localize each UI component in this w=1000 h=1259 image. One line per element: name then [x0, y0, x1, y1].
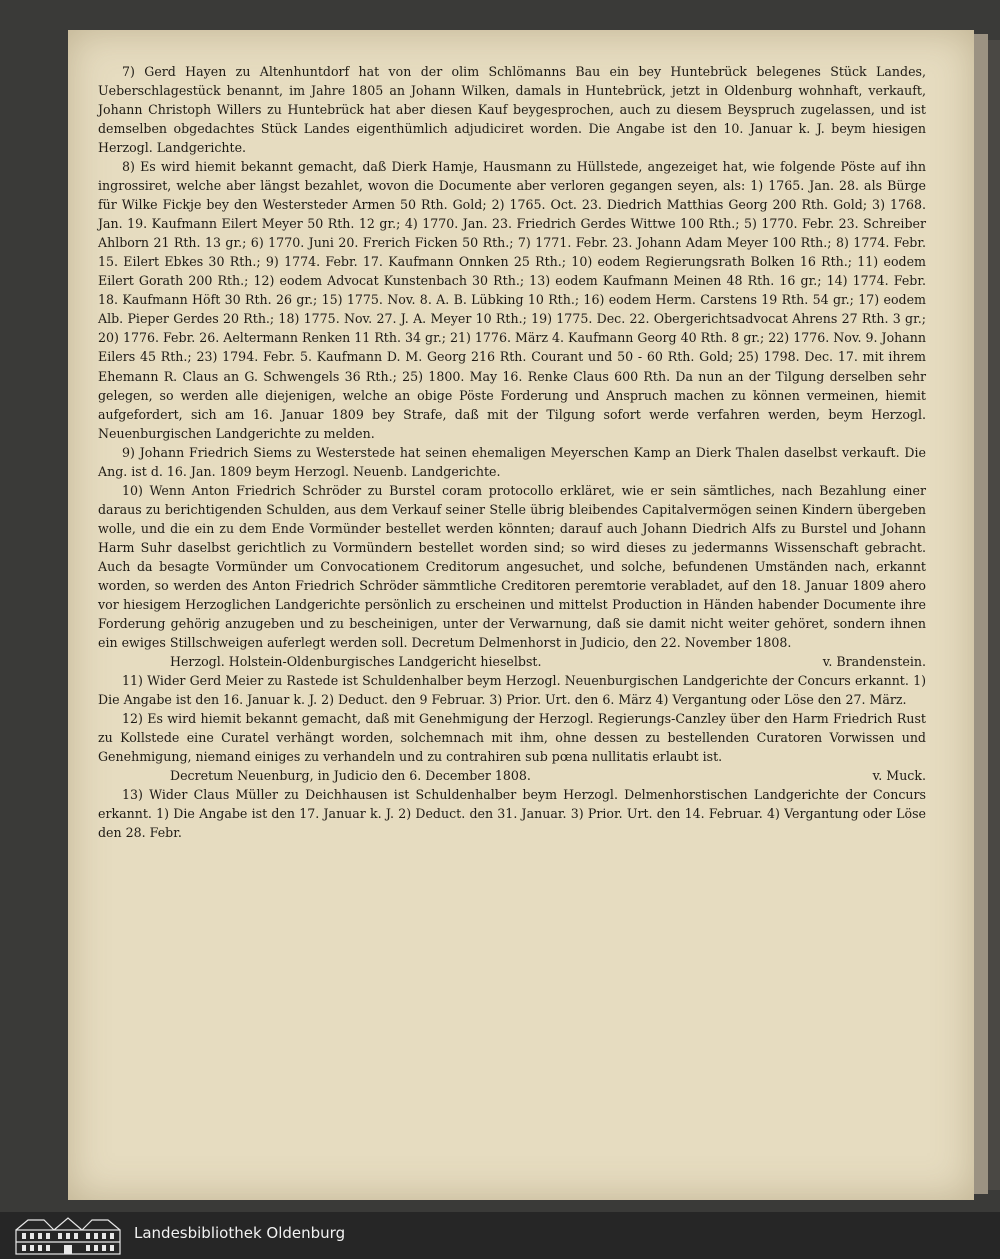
paragraph-8: 8) Es wird hiemit bekannt gemacht, daß Dierk Hamje, Hausmann zu Hüllstede, angezeiget hat, wie folgende Pöste auf ihn ingrossiret, welche aber längst bezahlet, wovon die Documente aber verloren gegangen seyen, als: 1) 1765. Jan. 28. als Bürge für Wilke Fickje bey den Westersteder Armen 50 Rth. Gold; 2) 1765. Oct. 23. Diedrich Matthias Georg 200 Rth. Gold; 3) 1768. Jan. 19. Kaufmann Eilert Meyer 50 Rth. 12 gr.; 4) 1770. Jan. 23. Friedrich Gerdes Wittwe 100 Rth.; 5) 1770. Febr. 23. Schreiber Ahlborn 21 Rth. 13 gr.; 6) 1770. Juni 20. Frerich Ficken 50 Rth.; 7) 1771. Febr. 23. Johann Adam Meyer 100 Rth.; 8) 1774. Febr. 15. Eilert Ebkes 30 Rth.; 9) 1774. Febr. 17. Kaufmann Onnken 25 Rth.; 10) eodem Regierungsrath Bolken 16 Rth.; 11) eodem Eilert Gorath 200 Rth.; 12) eodem Advocat Kunstenbach 30 Rth.; 13) eodem Kaufmann Meinen 48 Rth. 16 gr.; 14) 1774. Febr. 18. Kaufmann Höft 30 Rth. 26 gr.; 15) 1775. Nov. 8. A. B. Lübking 10 Rth.; 16) eodem Herm. Carstens 19 Rth. 54 gr.; 17) eodem Alb. Pieper Gerdes 20 Rth.; 18) 1775. Nov. 27. J. A. Meyer 10 Rth.; 19) 1775. Dec. 22. Obergerichtsadvocat Ahrens 27 Rth. 3 gr.; 20) 1776. Febr. 26. Aeltermann Renken 11 Rth. 34 gr.; 21) 1776. März 4. Kaufmann Georg 40 Rth. 8 gr.; 22) 1776. Nov. 9. Johann Eilers 45 Rth.; 23) 1794. Febr. 5. Kaufmann D. M. Georg 216 Rth. Courant und 50 - 60 Rth. Gold; 25) 1798. Dec. 17. mit ihrem Ehemann R. Claus an G. Schwengels 36 Rth.; 25) 1800. May 16. Renke Claus 600 Rth. Da nun an der Tilgung derselben sehr gelegen, so werden alle diejenigen, welche an obige Pöste Forderung und Anspruch machen zu können vermeinen, hiemit aufgefordert, sich am 16. Januar 1809 bey Strafe, daß mit der Tilgung sofort werde verfahren werden, beym Herzogl. Neuenburgischen Landgerichte zu melden. [98, 159, 926, 441]
paragraph-11: 11) Wider Gerd Meier zu Rastede ist Schuldenhalber beym Herzogl. Neuenburgischen Landgerichte der Concurs erkannt. 1) Die Angabe ist den 16. Januar k. J. 2) Deduct. den 9 Februar. 3) Prior. Urt. den 6. März 4) Vergantung oder Löse den 27. März. [98, 673, 926, 708]
page-edge-shadow [988, 40, 1000, 1190]
document-text [98, 62, 926, 842]
signatory-name: v. Brandenstein. [822, 653, 926, 669]
signature-line-1 [98, 652, 926, 671]
page-edge [974, 34, 988, 1194]
paragraph-13: 13) Wider Claus Müller zu Deichhausen ist Schuldenhalber beym Herzogl. Delmenhorstischen Landgerichte der Concurs erkannt. 1) Die Angabe ist den 17. Januar k. J. 2) Deduct. den 31. Januar. 3) Prior. Urt. den 14. Februar. 4) Vergantung oder Löse den 28. Febr. [98, 787, 926, 841]
decree-line: Decretum Neuenburg, in Judicio den 6. December 1808. [170, 768, 531, 784]
signatory-name-2: v. Muck. [872, 768, 926, 784]
paragraph-12: 12) Es wird hiemit bekannt gemacht, daß mit Genehmigung der Herzogl. Regierungs-Canzley über den Harm Friedrich Rust zu Kollstede eine Curatel verhängt worden, solchemnach mit ihm, ohne dessen zu bestellenden Curatoren Vorwissen und Genehmigung, niemand einiges zu verhandeln und zu contrahiren sub pœna nullitatis erlaubt ist. [98, 711, 926, 765]
signature-line-2 [98, 766, 926, 785]
paragraph-9: 9) Johann Friedrich Siems zu Westerstede hat seinen ehemaligen Meyerschen Kamp an Dierk Thalen daselbst verkauft. Die Ang. ist d. 16. Jan. 1809 beym Herzogl. Neuenb. Landgerichte. [98, 444, 926, 479]
library-name: Landesbibliothek Oldenburg [134, 1224, 346, 1242]
paragraph-10: 10) Wenn Anton Friedrich Schröder zu Burstel coram protocollo erkläret, wie er sein sämtliches, nach Bezahlung einer daraus zu berichtigenden Schulden, aus dem Verkauf seiner Stelle übrig bleibendes Capitalvermögen seinen Kindern übergeben wolle, und die ein zu dem Ende Vormünder bestellet werden könnten; darauf auch Johann Diedrich Alfs zu Burstel und Johann Harm Suhr daselbst gerichtlich zu Vormündern bestellet worden sind; so wird dieses zu jedermanns Wissenschaft gebracht. Auch da besagte Vormünder um Convocationem Creditorum angesuchet, und solche, befundenen Umständen nach, erkannt worden, so werden des Anton Friedrich Schröder sämmtliche Creditoren peremtorie verabladet, auf den 18. Januar 1809 ahero vor hiesigem Herzoglichen Landgerichte persönlich zu erscheinen und mittelst Production in Händen habender Documente ihre Forderung gehörig anzugeben und zu bescheinigen, unter der Verwarnung, daß sie damit nicht weiter gehöret, sondern ihnen ein ewiges Stillschweigen auferlegt werden soll. Decretum Delmenhorst in Judicio, den 22. November 1808. [98, 482, 926, 650]
library-building-icon [14, 1216, 122, 1256]
court-name: Herzogl. Holstein-Oldenburgisches Landgericht hieselbst. [170, 653, 542, 669]
paragraph-7: 7) Gerd Hayen zu Altenhuntdorf hat von der olim Schlömanns Bau ein bey Huntebrück belegenes Stück Landes, Ueberschlagestück benannt, im Jahre 1805 an Johann Wilken, damals in Huntebrück, jetzt in Oldenburg wohnhaft, verkauft, Johann Christoph Willers zu Huntebrück hat aber diesen Kauf beygesprochen, auch zu diesem Beyspruch zugelassen, und ist demselben obgedachtes Stück Landes eigenthümlich adjudiciret worden. Die Angabe ist den 10. Januar k. J. beym hiesigen Herzogl. Landgerichte. [98, 64, 926, 156]
footer-bar [0, 1212, 1000, 1259]
